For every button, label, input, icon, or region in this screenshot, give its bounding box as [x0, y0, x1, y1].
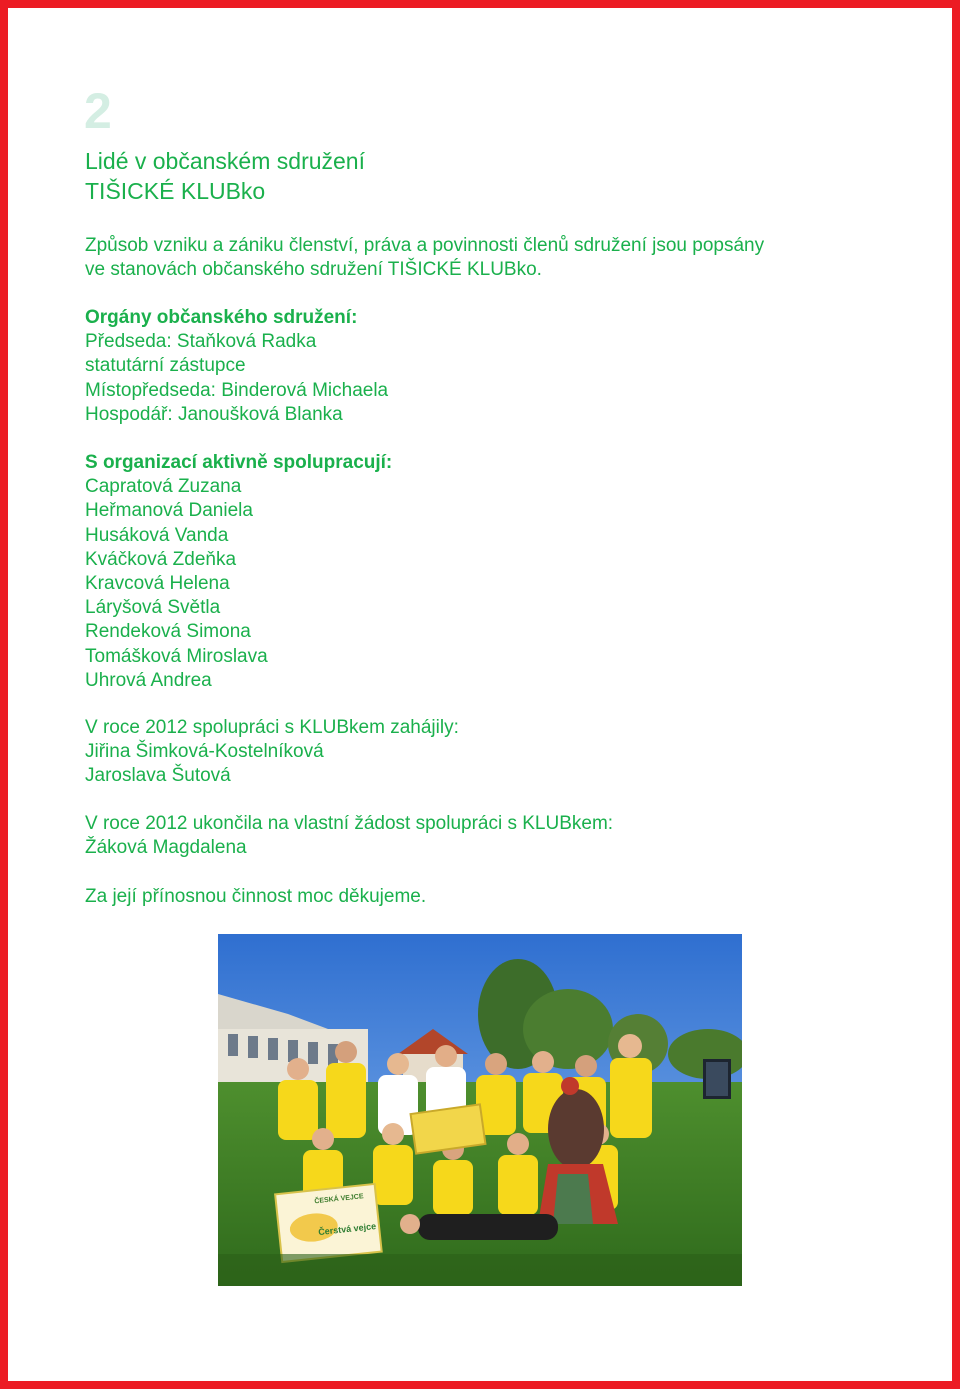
- joined-name: Jiřina Šimková-Kostelníková: [85, 741, 324, 763]
- member-name: Láryšová Světla: [85, 597, 221, 619]
- organs-line: Hospodář: Janoušková Blanka: [85, 403, 343, 425]
- ended-section: [85, 812, 613, 860]
- thanks-line: Za její přínosnou činnost moc děkujeme.: [85, 886, 427, 907]
- page-title: [85, 146, 365, 206]
- members-heading: S organizací aktivně spolupracují:: [85, 452, 393, 473]
- organs-line: statutární zástupce: [85, 355, 246, 377]
- organs-line: Místopředseda: Binderová Michaela: [85, 379, 389, 401]
- joined-name: Jaroslava Šutová: [85, 765, 231, 787]
- sign-caption: Čerstvá vejce: [317, 1221, 377, 1238]
- organs-section: [85, 306, 388, 427]
- intro-paragraph: [85, 234, 764, 282]
- joined-section: [85, 716, 459, 789]
- ended-heading: V roce 2012 ukončila na vlastní žádost spolupráci s KLUBkem:: [85, 813, 614, 834]
- group-photo: [218, 934, 742, 1286]
- member-name: Uhrová Andrea: [85, 669, 212, 691]
- member-name: Tomášková Miroslava: [85, 645, 268, 667]
- page-number: 2: [84, 83, 112, 139]
- title-line: TIŠICKÉ KLUBko: [85, 178, 266, 204]
- intro-line: Způsob vzniku a zániku členství, práva a povinnosti členů sdružení jsou popsány: [85, 235, 765, 256]
- member-name: Kravcová Helena: [85, 573, 230, 595]
- organs-line: Předseda: Staňková Radka: [85, 331, 317, 353]
- intro-line: ve stanovách občanského sdružení TIŠICKÉ KLUBko.: [85, 259, 542, 281]
- member-name: Rendeková Simona: [85, 621, 251, 643]
- ended-name: Žáková Magdalena: [85, 837, 247, 859]
- member-name: Capratová Zuzana: [85, 476, 242, 498]
- sign-brand: ČESKÁ VEJCE: [314, 1193, 364, 1206]
- title-line: Lidé v občanském sdružení: [85, 148, 365, 174]
- member-name: Husáková Vanda: [85, 524, 229, 546]
- member-name: Kváčková Zdeňka: [85, 548, 237, 570]
- member-name: Heřmanová Daniela: [85, 500, 253, 522]
- joined-heading: V roce 2012 spolupráci s KLUBkem zahájily:: [85, 717, 459, 738]
- members-section: [85, 451, 392, 693]
- organs-heading: Orgány občanského sdružení:: [85, 307, 358, 328]
